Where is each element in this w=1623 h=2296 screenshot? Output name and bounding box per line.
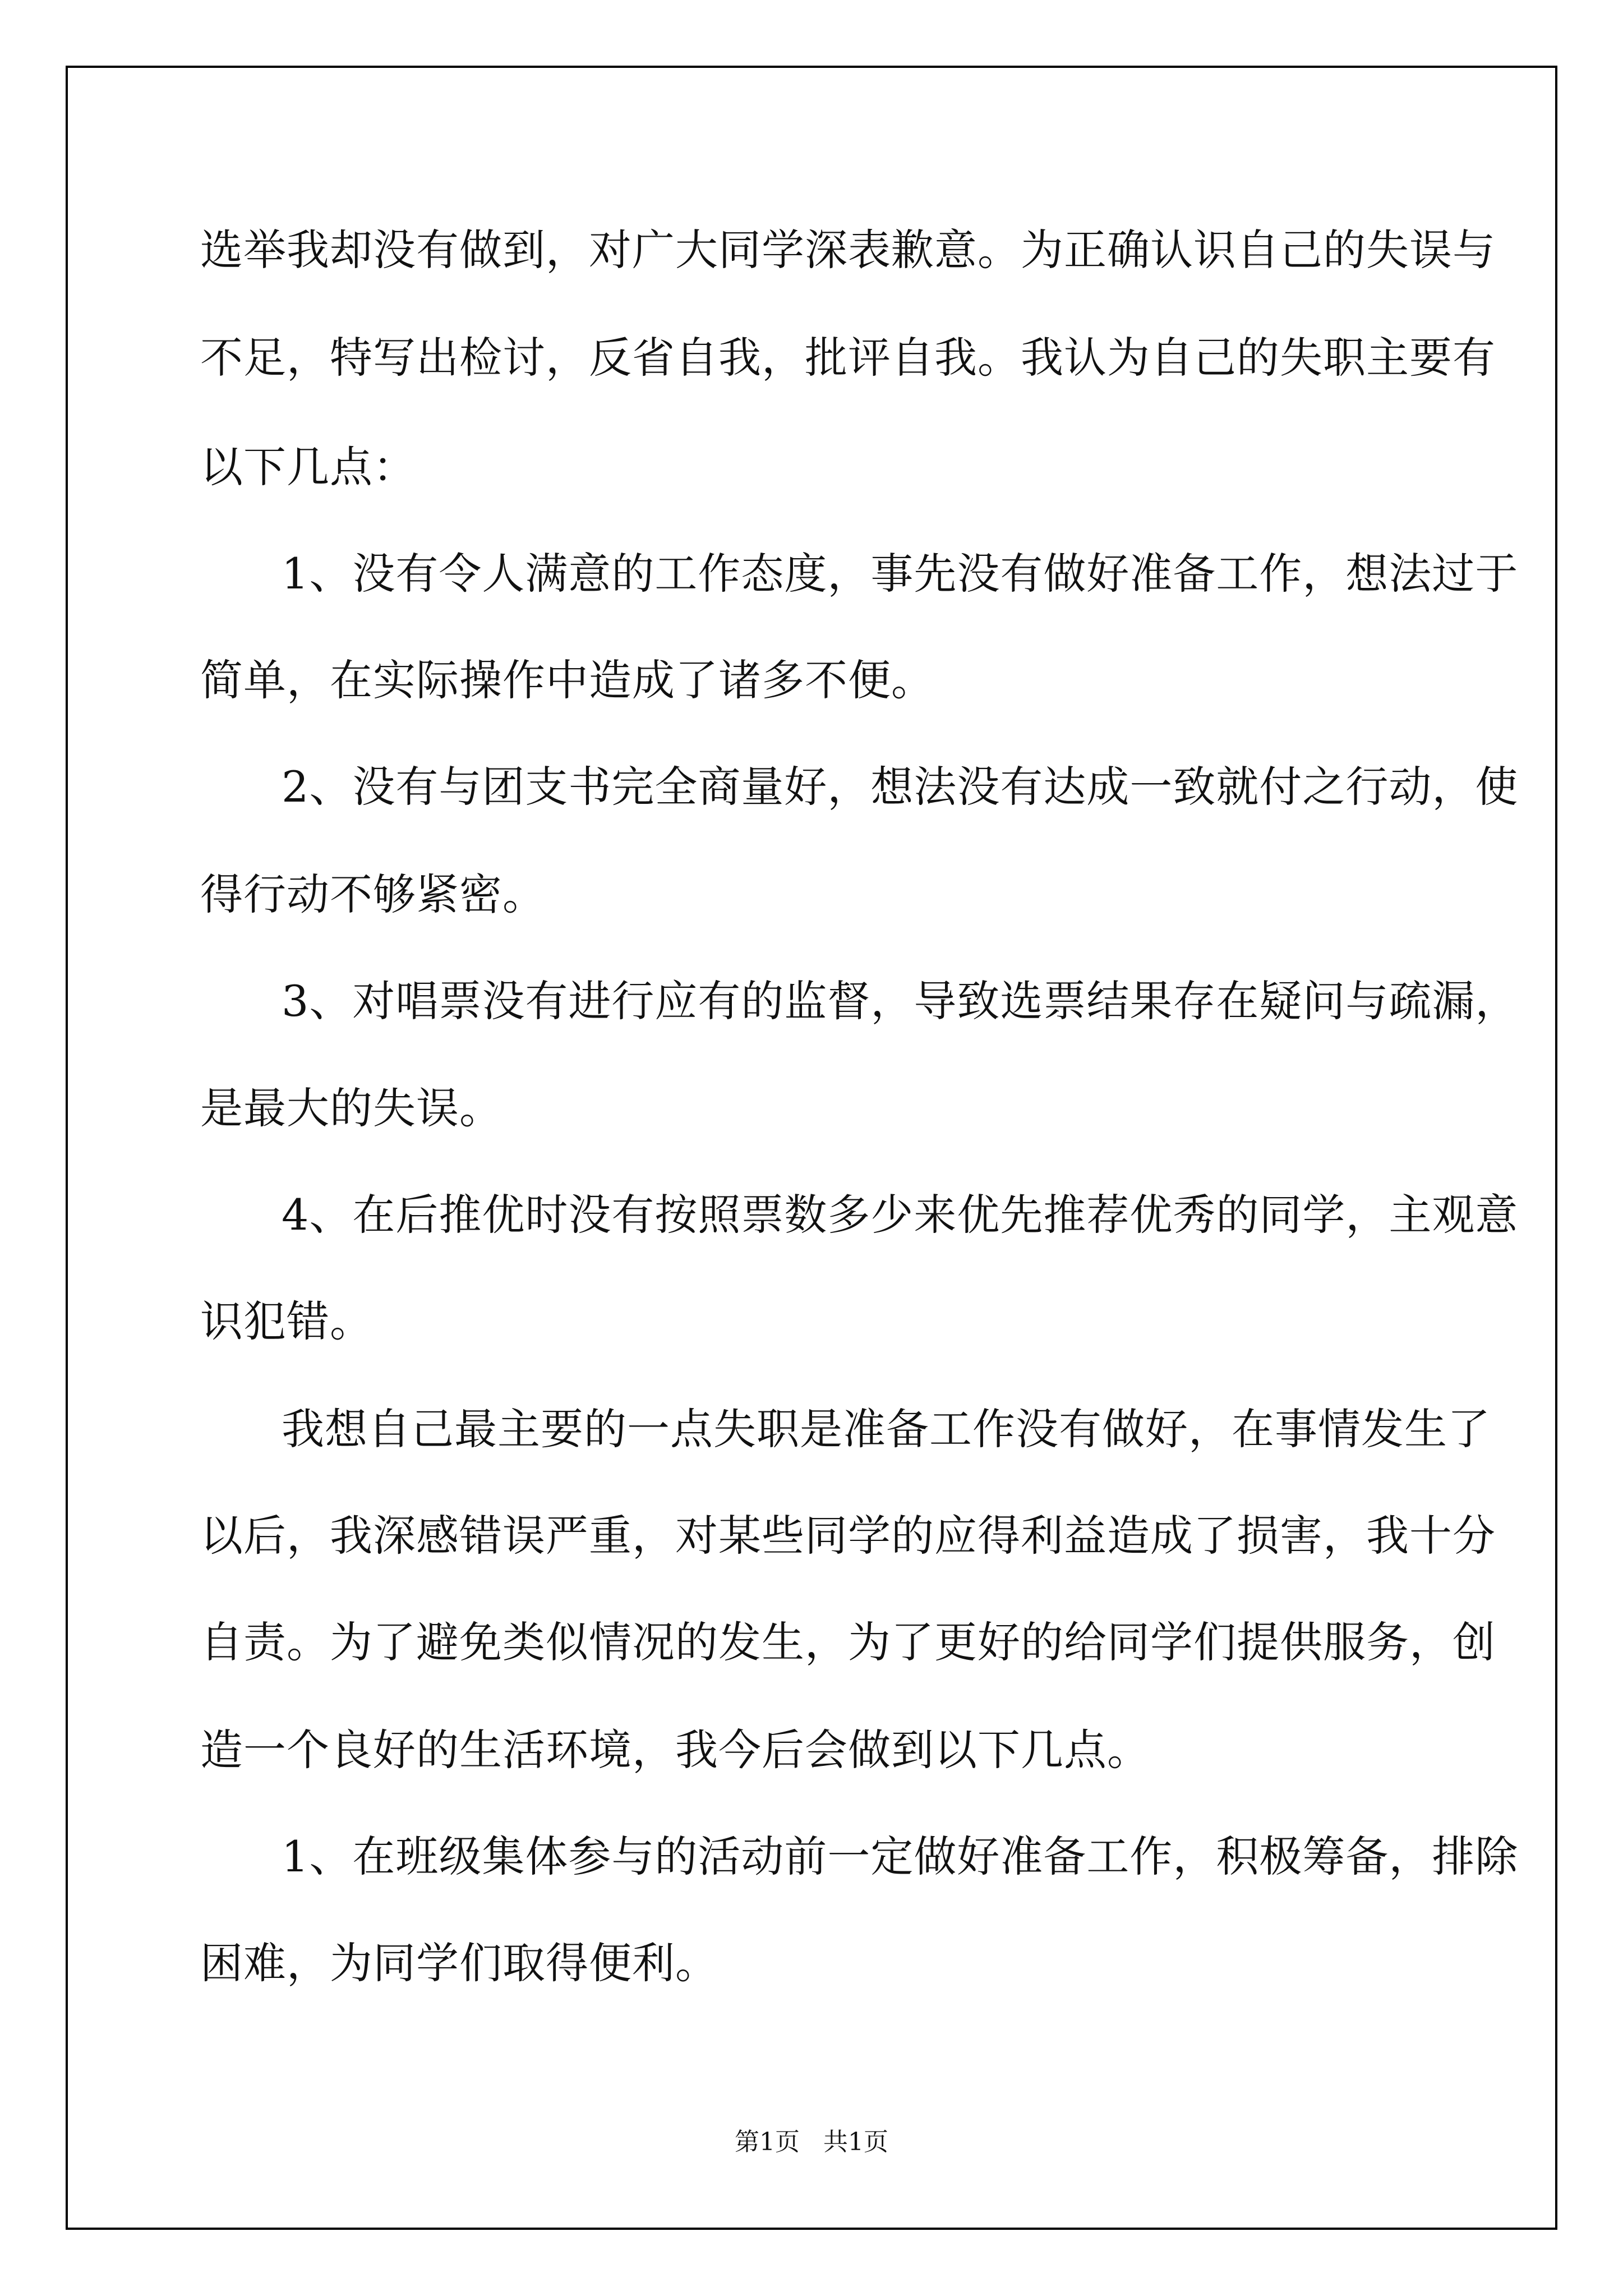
commitment-item-1-line-1: 1、在班级集体参与的活动前一定做好准备工作，积极筹备，排除	[282, 1832, 1519, 1881]
paragraph-line: 以后，我深感错误严重，对某些同学的应得利益造成了损害，我十分	[200, 1511, 1496, 1561]
list-item-2-line-2: 得行动不够紧密。	[200, 869, 546, 919]
list-item-1-line-2: 简单，在实际操作中造成了诸多不便。	[200, 655, 934, 705]
list-item-3-line-1: 3、对唱票没有进行应有的监督，导致选票结果存在疑问与疏漏，	[282, 976, 1519, 1026]
body-text-line: 以下几点：	[200, 442, 416, 492]
paragraph-line: 造一个良好的生活环境，我今后会做到以下几点。	[200, 1725, 1150, 1775]
page-number-footer: 第1页 共1页	[735, 2128, 888, 2156]
paragraph-line: 自责。为了避免类似情况的发生，为了更好的给同学们提供服务，创	[200, 1617, 1496, 1667]
page-frame	[66, 66, 1557, 2230]
list-item-1-line-1: 1、没有令人满意的工作态度，事先没有做好准备工作，想法过于	[282, 549, 1519, 599]
list-item-2-line-1: 2、没有与团支书完全商量好，想法没有达成一致就付之行动，使	[282, 762, 1519, 812]
body-text-line: 选举我却没有做到，对广大同学深表歉意。为正确认识自己的失误与	[200, 225, 1496, 275]
list-item-3-line-2: 是最大的失误。	[200, 1083, 502, 1133]
paragraph-line: 我想自己最主要的一点失职是准备工作没有做好，在事情发生了	[282, 1404, 1491, 1454]
list-item-4-line-2: 识犯错。	[200, 1296, 373, 1346]
commitment-item-1-line-2: 困难，为同学们取得便利。	[200, 1938, 718, 1988]
list-item-4-line-1: 4、在后推优时没有按照票数多少来优先推荐优秀的同学，主观意	[282, 1190, 1519, 1240]
body-text-line: 不足，特写出检讨，反省自我，批评自我。我认为自己的失职主要有	[200, 333, 1496, 383]
